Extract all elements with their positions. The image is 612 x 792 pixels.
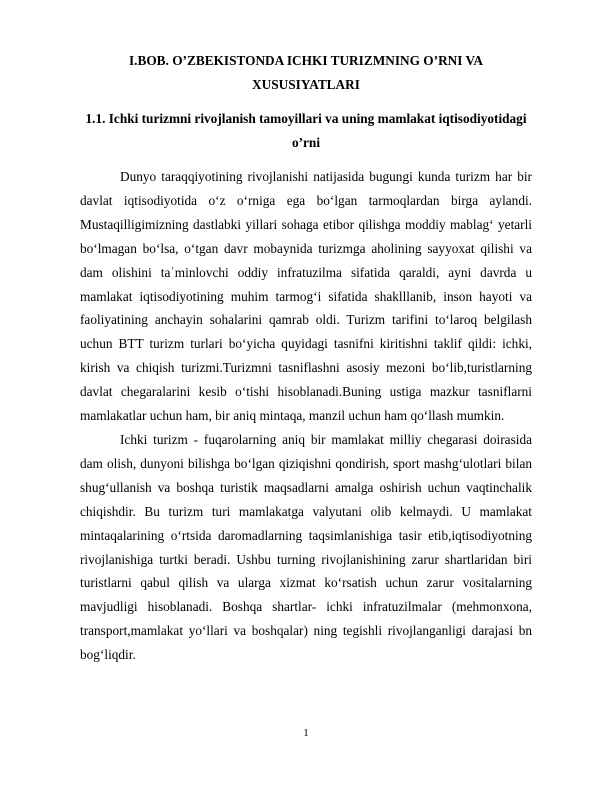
page-number: 1: [303, 727, 309, 739]
paragraph-1: Dunyo taraqqiyotining rivojlanishi natijasida bugungi kunda turizm har bir davlat iqtisodiyotida o‘z o‘rniga ega bo‘lgan tarmoqlardan birga aylandi. Mustaqilligimizning dastlabki yillari sohaga etibor qilishga moddiy mablag‘ yetarli bo‘lmagan bo‘lsa, o‘tgan davr mobaynida turizmga aholining sayyoxat qilishi va dam olishini taʾminlovchi oddiy infratuzilma sifatida qaraldi, ayni davrda u mamlakat iqtisodiyotining muhim tarmog‘i sifatida shaklllanib, inson hayoti va faoliyatining anchayin sohalarini qamrab oldi. Turizm tarifini to‘laroq belgilash uchun BTT turizm turlari bo‘yicha quyidagi tasnifni kiritishni taklif qildi: ichki, kirish va chiqish turizmi.Turizmni tasniflashni asosiy mezoni bo‘lib,turistlarning davlat chegaralarini kesib o‘tishi hisoblanadi.Buning ustiga mazkur tasniflarni mamlakatlar uchun ham, bir aniq mintaqa, manzil uchun ham qo‘llash mumkin.: [80, 169, 532, 424]
body-text: [80, 165, 532, 667]
paragraph-2: Ichki turizm - fuqarolarning aniq bir mamlakat milliy chegarasi doirasida dam olish, dunyoni bilishga bo‘lgan qiziqishni qondirish, sport mashg‘ulotlari bilan shug‘ullanish va boshqa turistik maqsadlarni amalga oshirish uchun vaqtinchalik chiqishdir. Bu turizm turi mamlakatga valyutani olib kelmaydi. U mamlakat mintaqalarining o‘rtsida daromadlarning taqsimlanishiga tasir etib,iqtisodiyotning rivojlanishiga turtki beradi. Ushbu turning rivojlanishining zarur shartlaridan biri turistlarni qabul qilish va ularga xizmat ko‘rsatish uchun zarur vositalarning mavjudligi hisoblanadi. Boshqa shartlar- ichki infratuzilmalar (mehmonxona, transport,mamlakat yo‘llari va boshqalar) ning tegishli rivojlanganligi darajasi bn bog‘liqdir.: [80, 431, 532, 663]
chapter-title: I.BOB. O’ZBEKISTONDA ICHKI TURIZMNING O’RNI VA XUSUSIYATLARI: [128, 53, 484, 92]
section-title: 1.1. Ichki turizmni rivojlanish tamoyillari va uning mamlakat iqtisodiyotidagi o’rni: [85, 111, 527, 150]
